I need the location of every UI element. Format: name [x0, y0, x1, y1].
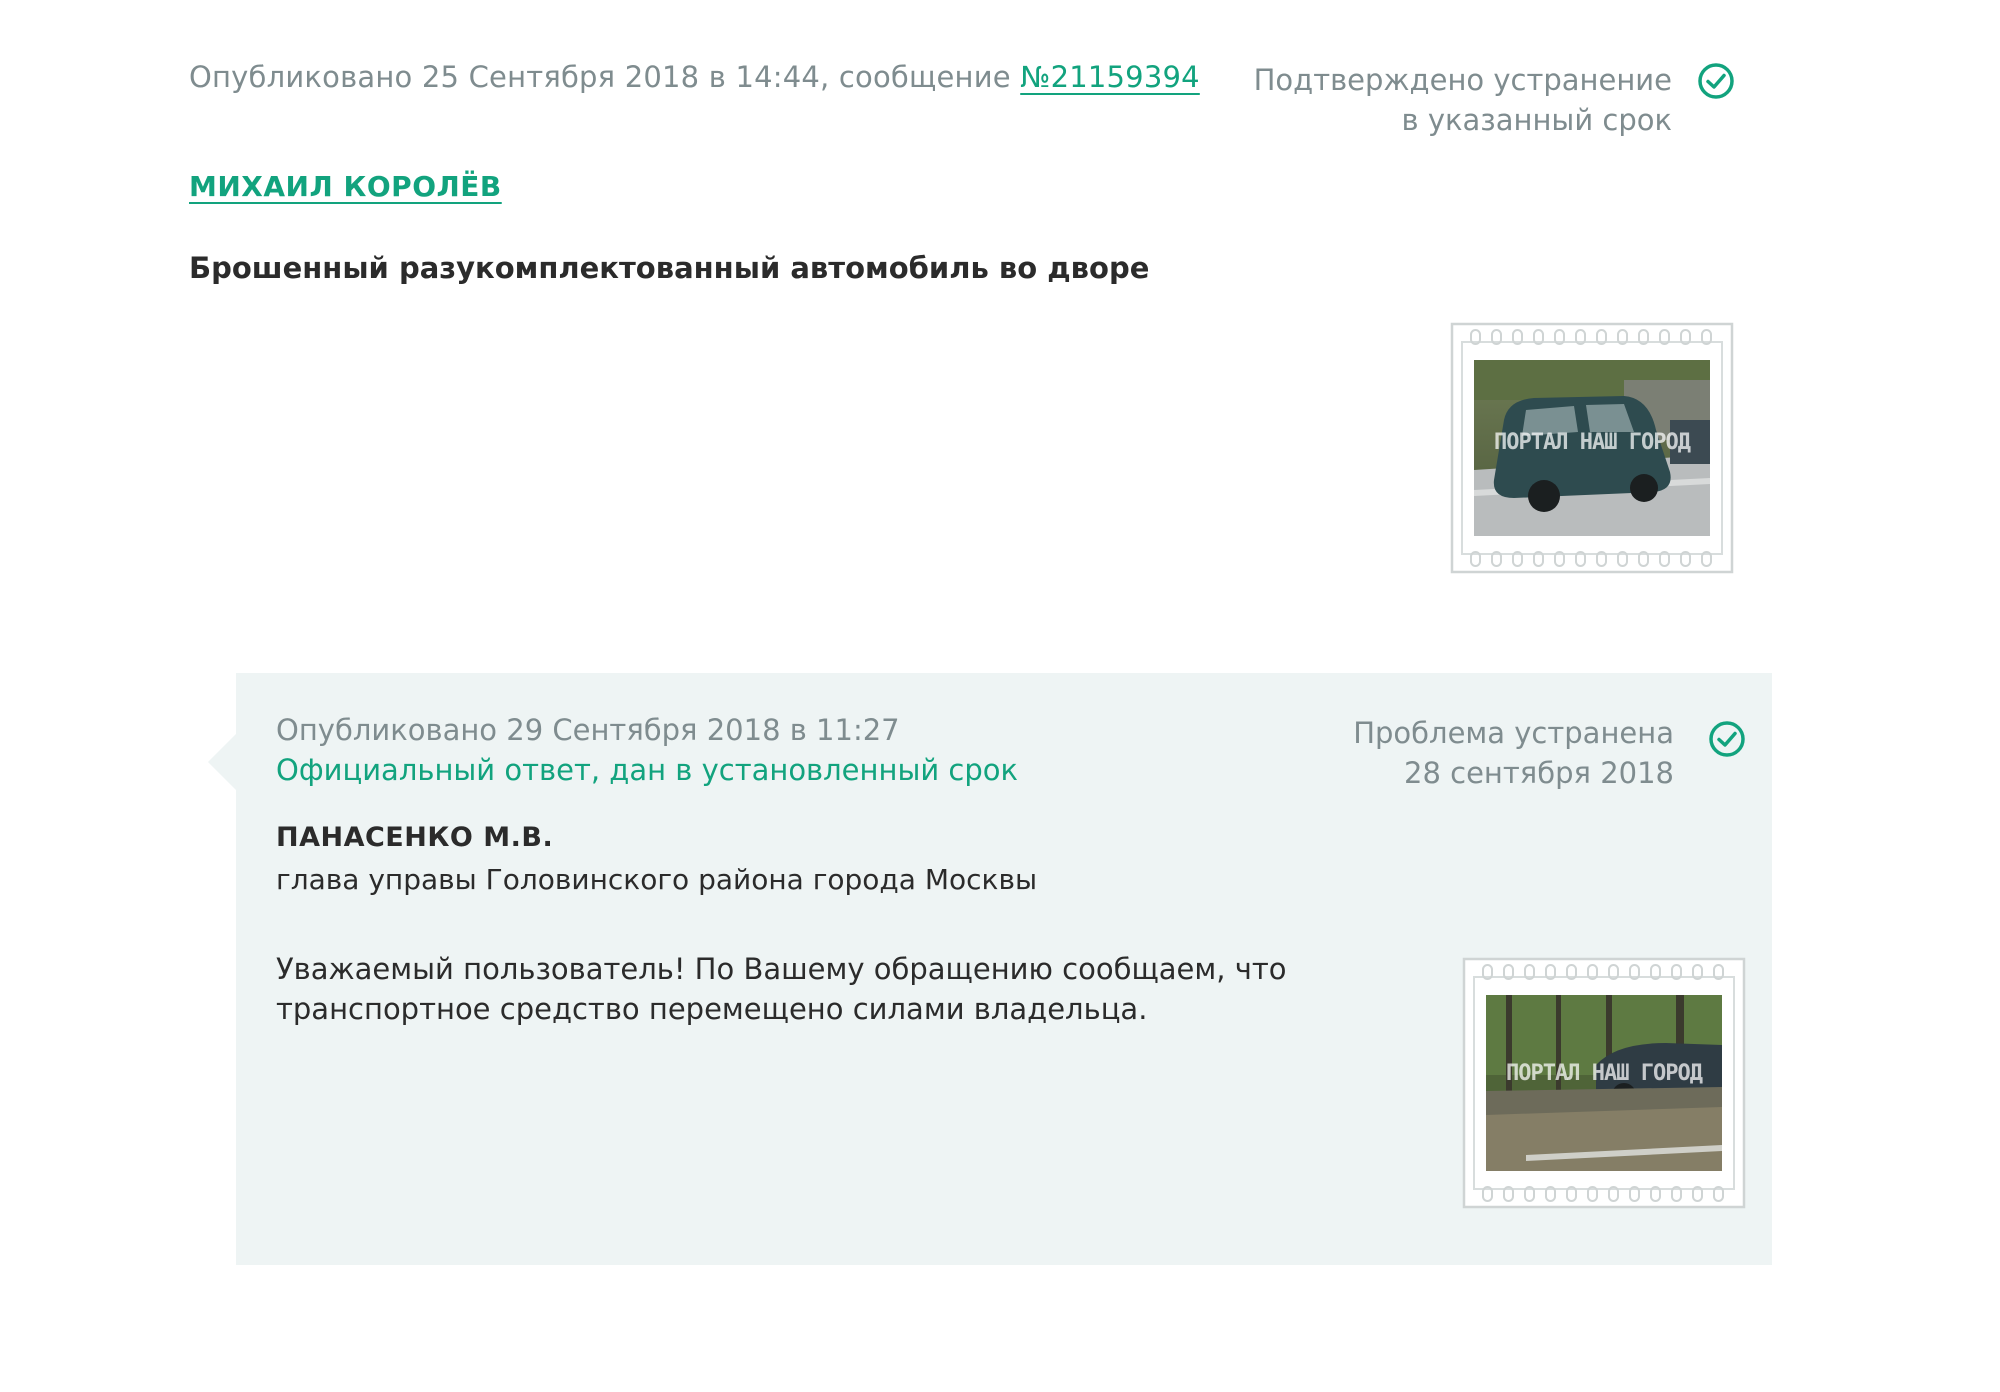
- message-meta: [189, 60, 1200, 94]
- answer-published-date: Опубликовано 29 Сентября 2018 в 11:27: [276, 713, 900, 747]
- answer-status-label: Проблема устранена: [1353, 716, 1674, 750]
- answer-status-date: 28 сентября 2018: [1404, 756, 1674, 790]
- answer-photo[interactable]: [1462, 957, 1746, 1209]
- message-number-link[interactable]: №21159394: [1020, 60, 1200, 94]
- message-status: Подтверждено устранение в указанный срок: [1253, 63, 1672, 137]
- message-title: Брошенный разукомплектованный автомобиль во дворе: [189, 251, 1150, 285]
- answer-pointer: [208, 734, 236, 790]
- responder-name: ПАНАСЕНКО М.В.: [276, 822, 554, 853]
- yard-photo: [1486, 995, 1722, 1171]
- answer-status: [1353, 713, 1674, 793]
- check-circle-icon: [1697, 62, 1735, 100]
- photo-watermark: ПОРТАЛ НАШ ГОРОД: [1506, 1061, 1702, 1086]
- message-photo[interactable]: [1450, 322, 1734, 574]
- published-date: Опубликовано 25 Сентября 2018 в 14:44, сообщение: [189, 60, 1011, 94]
- check-circle-icon: [1708, 720, 1746, 758]
- responder-position: глава управы Головинского района города Москвы: [276, 863, 1038, 896]
- car-photo: [1474, 360, 1710, 536]
- answer-official-note: Официальный ответ, дан в установленный срок: [276, 753, 1019, 787]
- photo-watermark: ПОРТАЛ НАШ ГОРОД: [1494, 430, 1690, 455]
- author-link[interactable]: МИХАИЛ КОРОЛЁВ: [189, 170, 502, 203]
- answer-text: Уважаемый пользователь! По Вашему обращению сообщаем, что транспортное средство перемещено силами владельца.: [276, 952, 1287, 1026]
